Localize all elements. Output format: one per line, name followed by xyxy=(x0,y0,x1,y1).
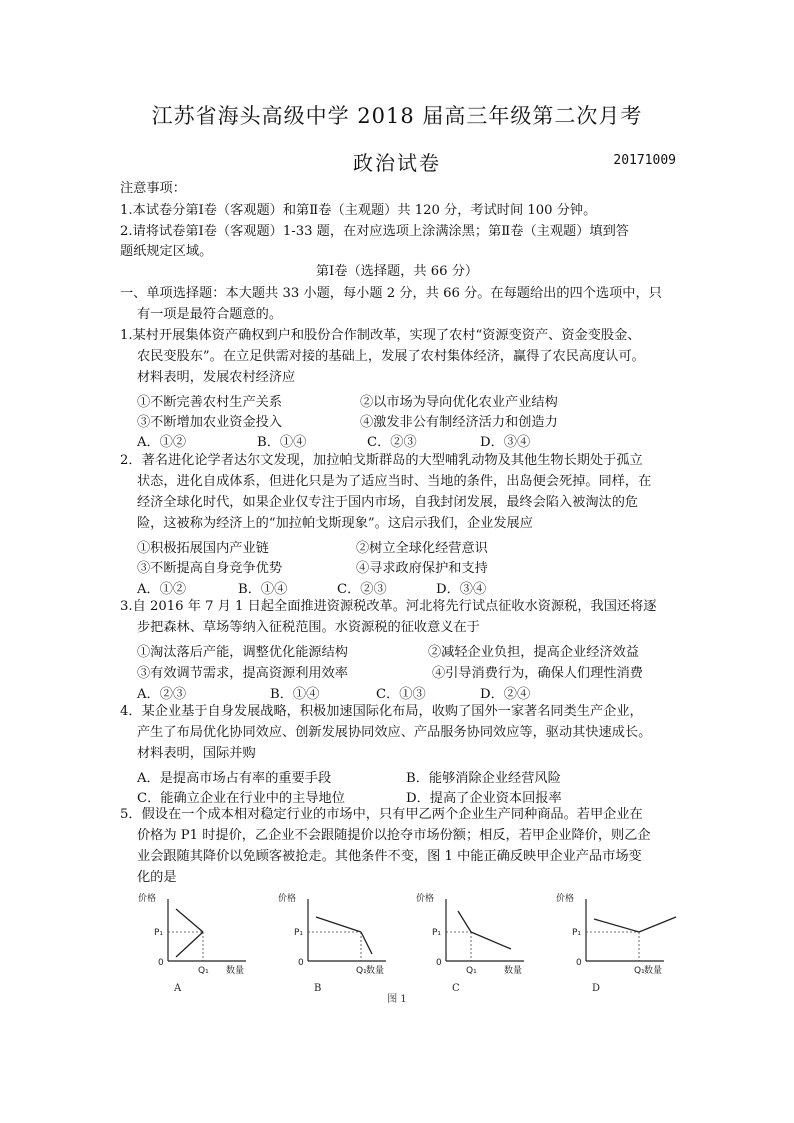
q1-item: ③不断增加农业资金投入 xyxy=(137,415,283,430)
q3-item: ①淘汰落后产能，调整优化能源结构 xyxy=(137,645,348,660)
q1-label: Q₁ xyxy=(634,966,645,976)
q5-stem-line: 化的是 xyxy=(137,870,177,885)
y-axis-label: 价格 xyxy=(556,894,575,904)
panel-label: B xyxy=(314,983,322,994)
q1-answer-d: D．③④ xyxy=(480,435,531,450)
exam-subtitle: 政治试卷 xyxy=(353,151,441,175)
q3-stem-line: 3.自 2016 年 7 月 1 日起全面推进资源税改革。河北将先行试点征收水资源税，我国还将逐 xyxy=(120,599,657,614)
exam-title: 江苏省海头高级中学 2018 届高三年级第二次月考 xyxy=(151,104,643,128)
chart-svg xyxy=(408,893,538,998)
p1-label: P₁ xyxy=(572,928,582,938)
q4-answer-d: D．提高了企业资本回报率 xyxy=(406,791,562,806)
q1-stem-line: 农民变股东”。在立足供需对接的基础上，发展了农村集体经济，赢得了农民高度认可。 xyxy=(137,349,645,364)
p1-label: P₁ xyxy=(294,928,304,938)
q4-stem-line: 材料表明，国际并购 xyxy=(137,746,256,761)
q1-item: ④激发非公有制经济活力和创造力 xyxy=(360,415,558,430)
q3-stem-line: 步把森林、草场等纳入征税范围。水资源税的征收意义在于 xyxy=(137,620,480,635)
y-axis-label: 价格 xyxy=(416,894,435,904)
q4-answer-a: A．是提高市场占有率的重要手段 xyxy=(137,771,332,786)
q2-answer-c: C．②③ xyxy=(337,582,387,597)
q3-item: ③有效调节需求，提高资源利用效率 xyxy=(137,666,348,681)
demand-curve-segment xyxy=(471,932,511,949)
x-axis-label: 数量 xyxy=(644,966,663,976)
q1-label: Q₁ xyxy=(198,966,209,976)
q1-label: Q₁ xyxy=(356,966,367,976)
origin-label: 0 xyxy=(436,958,442,968)
q2-stem-line: 2．著名进化论学者达尔文发现，加拉帕戈斯群岛的大型哺乳动物及其他生物长期处于孤立 xyxy=(120,453,643,468)
figure-caption: 图 1 xyxy=(387,994,407,1005)
demand-curve-segment xyxy=(316,917,361,932)
notes-heading: 注意事项： xyxy=(120,181,186,196)
origin-label: 0 xyxy=(158,958,164,968)
demand-curve-segment xyxy=(176,909,203,932)
q5-stem-line: 价格为 P1 时提价，乙企业不会跟随提价以抢夺市场份额；相反，若甲企业降价，则乙企 xyxy=(137,828,651,843)
section-intro-b: 有一项是最符合题意的。 xyxy=(137,307,283,322)
q5-stem-line: 5．假设在一个成本相对稳定行业的市场中，只有甲乙两个企业生产同种商品。若甲企业在 xyxy=(120,807,643,822)
q1-stem-line: 材料表明，发展农村经济应 xyxy=(137,370,296,385)
q4-answer-b: B．能够消除企业经营风险 xyxy=(406,771,561,786)
chart-svg xyxy=(548,893,678,998)
demand-curve-segment xyxy=(361,932,372,954)
q4-answer-c: C．能确立企业在行业中的主导地位 xyxy=(137,791,345,806)
q2-answer-b: B．①④ xyxy=(238,582,288,597)
q1-answer-c: C．②③ xyxy=(367,435,417,450)
q2-stem-line: 经济全球化时代，如果企业仅专注于国内市场，自我封闭发展，最终会陷入被淘汰的危 xyxy=(137,495,639,510)
demand-curve-segment xyxy=(458,911,471,932)
q3-answer-d: D．②④ xyxy=(480,687,531,702)
q1-label: Q₁ xyxy=(466,966,477,976)
q3-answer-b: B．①④ xyxy=(270,687,320,702)
q2-answer-d: D．③④ xyxy=(436,582,487,597)
q2-item: ①积极拓展国内产业链 xyxy=(137,541,269,556)
q4-stem-line: 产生了布局优化协同效应、创新发展协同效应、产品服务协同效应等，驱动其快速成长。 xyxy=(137,725,652,740)
notes-item-2a: 2.请将试卷第Ⅰ卷（客观题）1-33 题，在对应选项上涂满涂黑；第Ⅱ卷（主观题）填到答 xyxy=(120,224,629,239)
q2-item: ④寻求政府保护和支持 xyxy=(356,561,488,576)
q1-item: ②以市场为导向优化农业产业结构 xyxy=(360,395,558,410)
y-axis-label: 价格 xyxy=(138,894,157,904)
p1-label: P₁ xyxy=(432,928,442,938)
q2-stem-line: 状态，进化自成体系，但进化只是为了适应当时、当地的条件，出岛便会死掉。同样，在 xyxy=(137,474,652,489)
x-axis-label: 数量 xyxy=(504,966,523,976)
q1-answer-a: A．①② xyxy=(137,435,187,450)
q3-answer-a: A．②③ xyxy=(137,687,187,702)
q1-item: ①不断完善农村生产关系 xyxy=(137,395,283,410)
q2-answer-a: A．①② xyxy=(137,582,187,597)
section-heading: 第Ⅰ卷（选择题，共 66 分） xyxy=(315,264,479,279)
q2-stem-line: 险，这被称为经济上的“加拉帕戈斯现象”。这启示我们，企业发展应 xyxy=(137,516,533,531)
origin-label: 0 xyxy=(298,958,304,968)
q2-item: ③不断提高自身竞争优势 xyxy=(137,561,283,576)
panel-label: A xyxy=(174,983,182,994)
chart-panel-c xyxy=(408,893,538,998)
q1-stem-line: 1.某村开展集体资产确权到户和股份合作制改革，实现了农村“资源变资产、资金变股金、 xyxy=(120,328,641,343)
exam-date: 20171009 xyxy=(613,153,676,168)
chart-svg xyxy=(270,893,400,998)
p1-label: P₁ xyxy=(154,928,164,938)
chart-panel-a xyxy=(130,893,260,998)
panel-label: C xyxy=(452,983,460,994)
x-axis-label: 数量 xyxy=(366,966,385,976)
q3-answer-c: C．①③ xyxy=(376,687,426,702)
origin-label: 0 xyxy=(576,958,582,968)
section-intro-a: 一、单项选择题：本大题共 33 小题，每小题 2 分，共 66 分。在每题给出的四个选项中，只 xyxy=(120,286,662,301)
q1-answer-b: B．①④ xyxy=(257,435,307,450)
q3-item: ②减轻企业负担，提高企业经济效益 xyxy=(428,645,639,660)
x-axis-label: 数量 xyxy=(226,966,245,976)
q4-stem-line: 4．某企业基于自身发展战略，积极加速国际化布局，收购了国外一家著名同类生产企业， xyxy=(120,704,643,719)
q3-item: ④引导消费行为，确保人们理性消费 xyxy=(432,666,643,681)
chart-panel-d xyxy=(548,893,678,998)
demand-curve-segment xyxy=(594,919,639,932)
chart-svg xyxy=(130,893,260,998)
chart-panel-b xyxy=(270,893,400,998)
panel-label: D xyxy=(592,983,601,994)
q2-item: ②树立全球化经营意识 xyxy=(356,541,488,556)
demand-curve-segment xyxy=(639,917,676,932)
y-axis-label: 价格 xyxy=(278,894,297,904)
q5-stem-line: 业会跟随其降价以免顾客被抢走。其他条件不变，图 1 中能正确反映甲企业产品市场变 xyxy=(137,849,642,864)
demand-curve-segment xyxy=(176,932,203,957)
notes-item-1: 1.本试卷分第Ⅰ卷（客观题）和第Ⅱ卷（主观题）共 120 分，考试时间 100 分钟。 xyxy=(120,203,597,218)
notes-item-2b: 题纸规定区域。 xyxy=(120,244,213,259)
